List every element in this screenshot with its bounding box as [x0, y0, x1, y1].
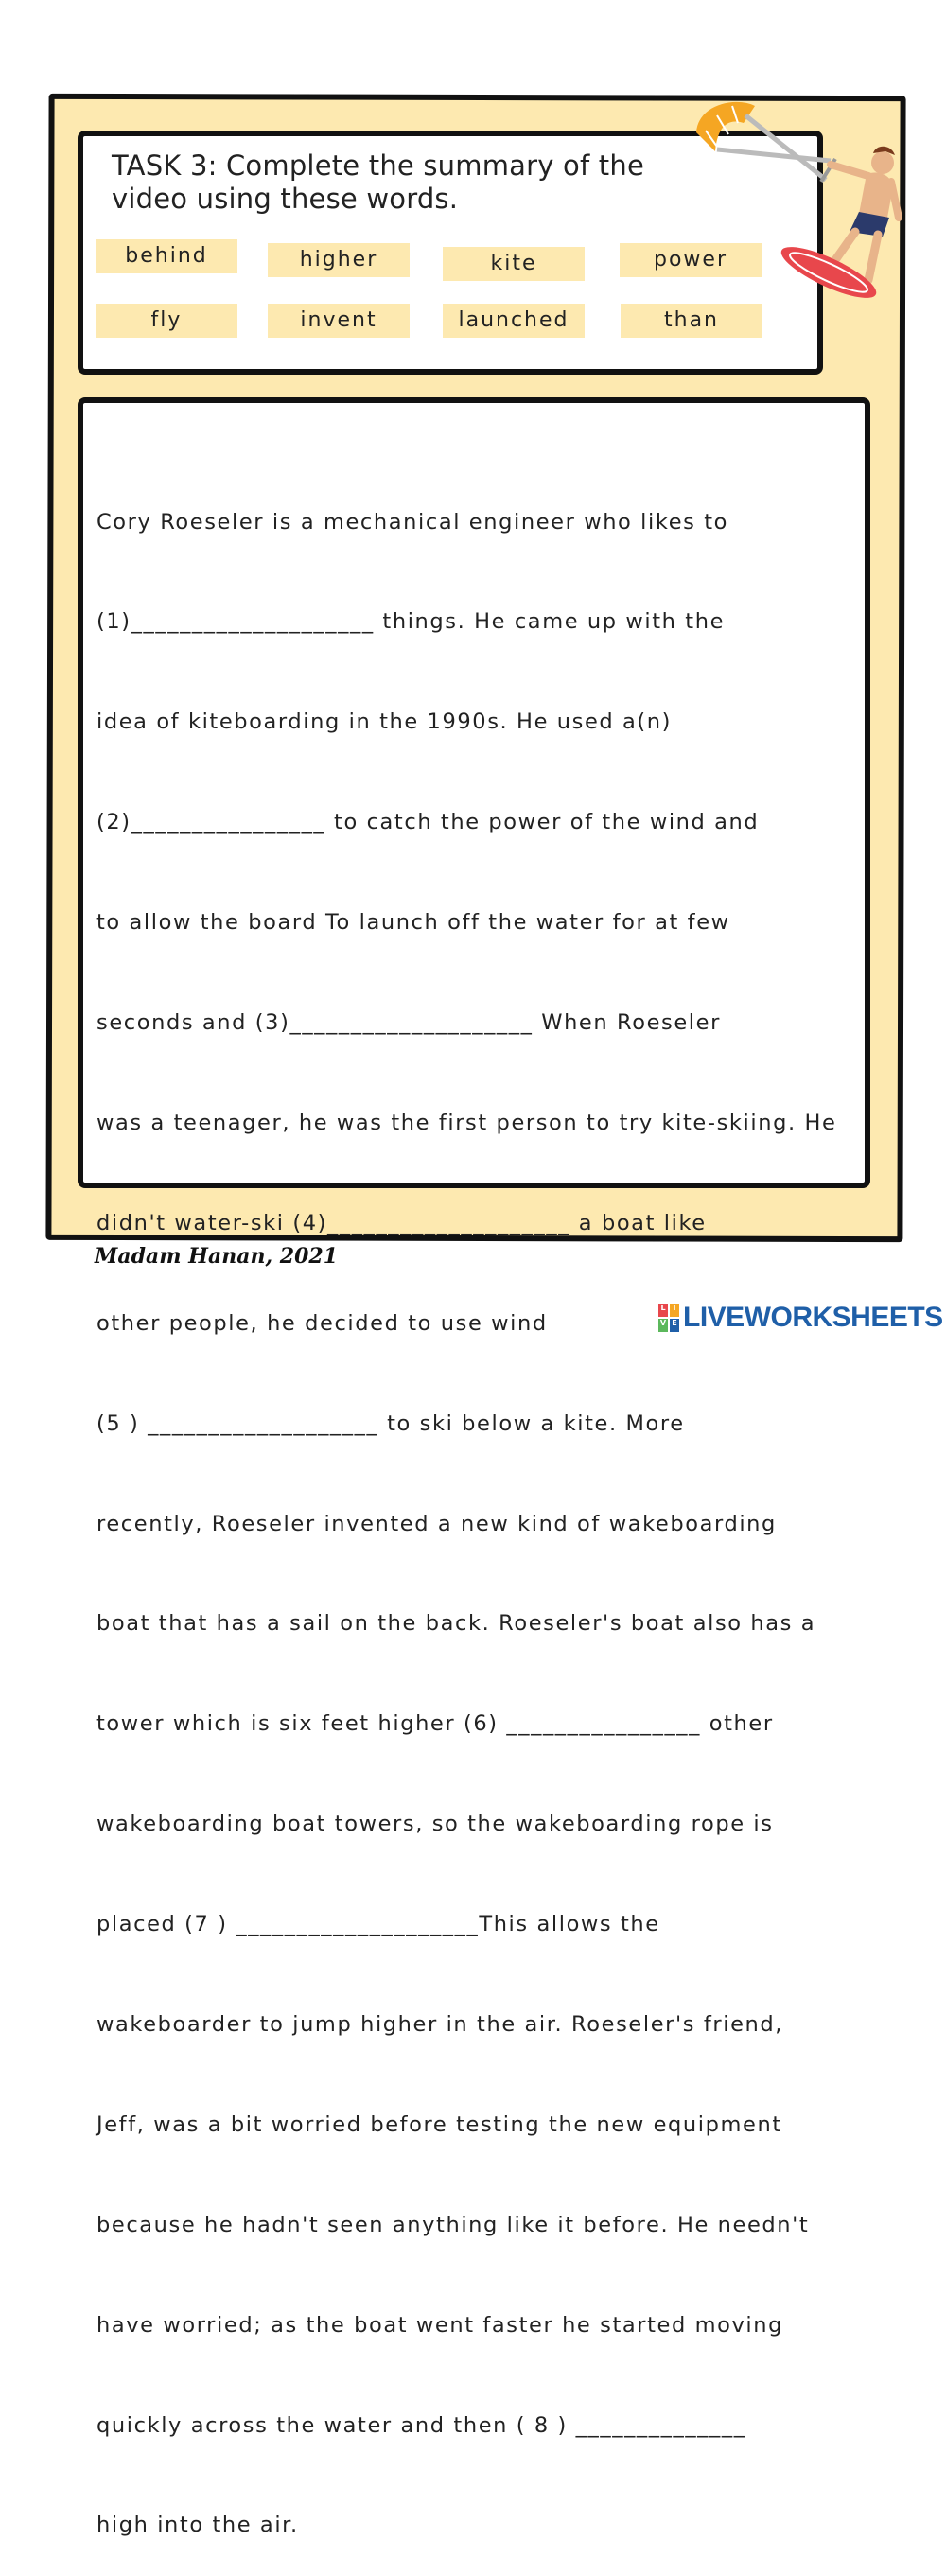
kiteboarder-icon	[689, 95, 908, 312]
word-chip-than[interactable]: than	[621, 304, 762, 338]
story-line: didn't water-ski (4)____________________ a boat like	[96, 1210, 707, 1235]
story-line: wakeboarding boat towers, so the wakeboarding rope is	[96, 1812, 774, 1837]
author-signature: Madam Hanan, 2021	[95, 1244, 339, 1269]
logo-letter: L	[658, 1304, 668, 1317]
liveworksheets-watermark[interactable]	[658, 1302, 943, 1334]
logo-letter: I	[670, 1304, 679, 1317]
story-line: quickly across the water and then ( 8 ) ______________	[96, 2412, 746, 2438]
word-chip-higher[interactable]: higher	[268, 243, 410, 277]
word-chip-kite[interactable]: kite	[443, 247, 585, 281]
story-line: seconds and (3)____________________ When Roeseler	[96, 1010, 721, 1036]
task-title-line-1: TASK 3: Complete the summary of the	[112, 149, 644, 182]
story-line: recently, Roeseler invented a new kind of wakeboarding	[96, 1511, 777, 1536]
story-text	[96, 439, 853, 2576]
story-line: was a teenager, he was the first person to try kite-skiing. He	[96, 1110, 837, 1135]
word-chip-behind[interactable]: behind	[96, 239, 237, 273]
story-line: to allow the board To launch off the water for at few	[96, 910, 730, 936]
story-line: (2)________________ to catch the power of the wind and	[96, 810, 760, 835]
story-line: other people, he decided to use wind	[96, 1310, 548, 1336]
word-chip-fly[interactable]: fly	[96, 304, 237, 338]
story-line: Jeff, was a bit worried before testing the new equipment	[96, 2112, 782, 2137]
story-line: (5 ) ___________________ to ski below a kite. More	[96, 1411, 685, 1436]
story-line: tower which is six feet higher (6) ________________ other	[96, 1711, 774, 1737]
logo-letter: E	[670, 1319, 679, 1332]
watermark-text: LIVEWORKSHEETS	[683, 1302, 943, 1333]
story-line: (1)____________________ things. He came up with the	[96, 609, 726, 635]
story-line: because he hadn't seen anything like it before. He needn't	[96, 2212, 810, 2237]
task-title	[112, 149, 679, 216]
story-line: boat that has a sail on the back. Roeseler's boat also has a	[96, 1611, 816, 1637]
story-line: wakeboarder to jump higher in the air. Roeseler's friend,	[96, 2011, 784, 2037]
word-chip-invent[interactable]: invent	[268, 304, 410, 338]
word-chip-launched[interactable]: launched	[443, 304, 585, 338]
liveworksheets-logo-icon	[658, 1304, 679, 1332]
logo-letter: V	[658, 1319, 668, 1332]
story-line: idea of kiteboarding in the 1990s. He used a(n)	[96, 710, 673, 735]
story-line: placed (7 ) ____________________This allows the	[96, 1912, 660, 1937]
word-chip-power[interactable]: power	[620, 243, 762, 277]
story-line: high into the air.	[96, 2513, 299, 2538]
story-line: Cory Roeseler is a mechanical engineer who likes to	[96, 509, 729, 534]
story-line: have worried; as the boat went faster he started moving	[96, 2312, 783, 2338]
task-title-line-2: video using these words.	[112, 183, 459, 215]
